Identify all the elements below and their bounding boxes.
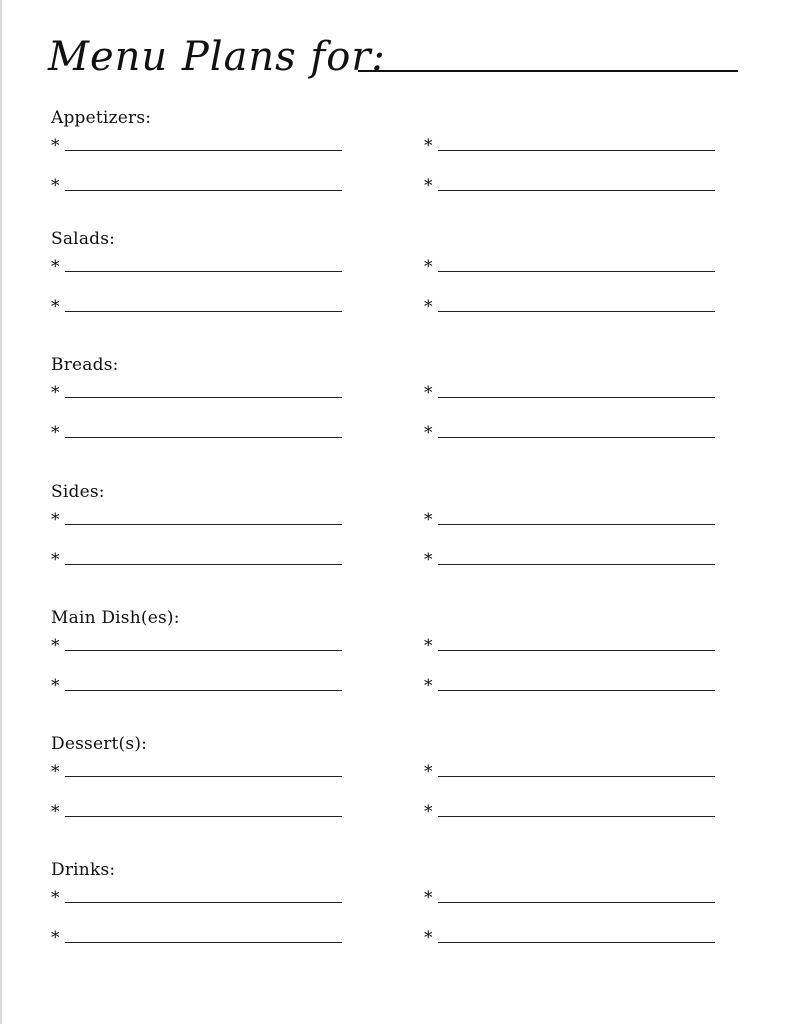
menu-entry bbox=[424, 384, 724, 408]
entry-blank-line[interactable] bbox=[65, 524, 342, 525]
entry-blank-line[interactable] bbox=[65, 150, 342, 151]
entry-blank-line[interactable] bbox=[65, 942, 342, 943]
entry-blank-line[interactable] bbox=[65, 190, 342, 191]
asterisk-bullet-icon: * bbox=[424, 636, 433, 656]
entry-blank-line[interactable] bbox=[438, 190, 715, 191]
menu-entry bbox=[424, 511, 724, 535]
entry-blank-line[interactable] bbox=[438, 397, 715, 398]
entry-blank-line[interactable] bbox=[438, 437, 715, 438]
entry-blank-line[interactable] bbox=[65, 816, 342, 817]
entry-blank-line[interactable] bbox=[438, 271, 715, 272]
menu-entry bbox=[51, 511, 351, 535]
menu-entry bbox=[424, 803, 724, 827]
entry-blank-line[interactable] bbox=[65, 690, 342, 691]
menu-entry bbox=[424, 424, 724, 448]
section-heading: Dessert(s): bbox=[51, 734, 148, 754]
menu-entry bbox=[424, 137, 724, 161]
entry-blank-line[interactable] bbox=[65, 902, 342, 903]
asterisk-bullet-icon: * bbox=[424, 297, 433, 317]
menu-entry bbox=[424, 258, 724, 282]
asterisk-bullet-icon: * bbox=[424, 510, 433, 530]
menu-entry bbox=[51, 258, 351, 282]
menu-entry bbox=[51, 177, 351, 201]
asterisk-bullet-icon: * bbox=[424, 423, 433, 443]
asterisk-bullet-icon: * bbox=[424, 383, 433, 403]
entry-blank-line[interactable] bbox=[438, 150, 715, 151]
asterisk-bullet-icon: * bbox=[51, 676, 60, 696]
menu-entry bbox=[424, 177, 724, 201]
entry-blank-line[interactable] bbox=[65, 437, 342, 438]
asterisk-bullet-icon: * bbox=[51, 383, 60, 403]
menu-entry bbox=[51, 384, 351, 408]
asterisk-bullet-icon: * bbox=[51, 928, 60, 948]
asterisk-bullet-icon: * bbox=[424, 676, 433, 696]
asterisk-bullet-icon: * bbox=[51, 888, 60, 908]
menu-entry bbox=[51, 929, 351, 953]
menu-title bbox=[44, 22, 744, 100]
entry-blank-line[interactable] bbox=[438, 524, 715, 525]
menu-entry bbox=[424, 298, 724, 322]
menu-entry bbox=[51, 637, 351, 661]
section-heading: Main Dish(es): bbox=[51, 608, 180, 628]
asterisk-bullet-icon: * bbox=[51, 510, 60, 530]
entry-blank-line[interactable] bbox=[65, 564, 342, 565]
asterisk-bullet-icon: * bbox=[424, 176, 433, 196]
entry-blank-line[interactable] bbox=[438, 564, 715, 565]
entry-blank-line[interactable] bbox=[438, 690, 715, 691]
menu-entry bbox=[51, 137, 351, 161]
entry-blank-line[interactable] bbox=[438, 776, 715, 777]
asterisk-bullet-icon: * bbox=[51, 802, 60, 822]
entry-blank-line[interactable] bbox=[438, 942, 715, 943]
menu-entry bbox=[424, 929, 724, 953]
asterisk-bullet-icon: * bbox=[424, 888, 433, 908]
menu-entry bbox=[424, 551, 724, 575]
menu-entry bbox=[51, 889, 351, 913]
section-heading: Sides: bbox=[51, 482, 105, 502]
entry-blank-line[interactable] bbox=[438, 816, 715, 817]
menu-entry bbox=[51, 298, 351, 322]
title-text: Menu Plans for: bbox=[48, 34, 386, 80]
asterisk-bullet-icon: * bbox=[51, 297, 60, 317]
section-heading: Breads: bbox=[51, 355, 119, 375]
menu-entry bbox=[51, 803, 351, 827]
entry-blank-line[interactable] bbox=[65, 776, 342, 777]
menu-entry bbox=[424, 677, 724, 701]
entry-blank-line[interactable] bbox=[65, 311, 342, 312]
asterisk-bullet-icon: * bbox=[51, 762, 60, 782]
asterisk-bullet-icon: * bbox=[424, 550, 433, 570]
asterisk-bullet-icon: * bbox=[51, 176, 60, 196]
asterisk-bullet-icon: * bbox=[424, 257, 433, 277]
asterisk-bullet-icon: * bbox=[424, 762, 433, 782]
asterisk-bullet-icon: * bbox=[51, 257, 60, 277]
menu-entry bbox=[51, 424, 351, 448]
entry-blank-line[interactable] bbox=[438, 902, 715, 903]
entry-blank-line[interactable] bbox=[65, 650, 342, 651]
asterisk-bullet-icon: * bbox=[424, 802, 433, 822]
asterisk-bullet-icon: * bbox=[51, 423, 60, 443]
menu-entry bbox=[51, 763, 351, 787]
menu-entry bbox=[51, 551, 351, 575]
asterisk-bullet-icon: * bbox=[424, 136, 433, 156]
menu-entry bbox=[51, 677, 351, 701]
page-edge bbox=[0, 0, 2, 1024]
entry-blank-line[interactable] bbox=[438, 311, 715, 312]
entry-blank-line[interactable] bbox=[65, 397, 342, 398]
menu-entry bbox=[424, 763, 724, 787]
asterisk-bullet-icon: * bbox=[51, 636, 60, 656]
section-heading: Appetizers: bbox=[51, 108, 152, 128]
entry-blank-line[interactable] bbox=[438, 650, 715, 651]
section-heading: Salads: bbox=[51, 229, 116, 249]
asterisk-bullet-icon: * bbox=[51, 550, 60, 570]
title-blank-line[interactable] bbox=[358, 70, 738, 72]
menu-entry bbox=[424, 889, 724, 913]
asterisk-bullet-icon: * bbox=[424, 928, 433, 948]
menu-entry bbox=[424, 637, 724, 661]
asterisk-bullet-icon: * bbox=[51, 136, 60, 156]
section-heading: Drinks: bbox=[51, 860, 116, 880]
entry-blank-line[interactable] bbox=[65, 271, 342, 272]
